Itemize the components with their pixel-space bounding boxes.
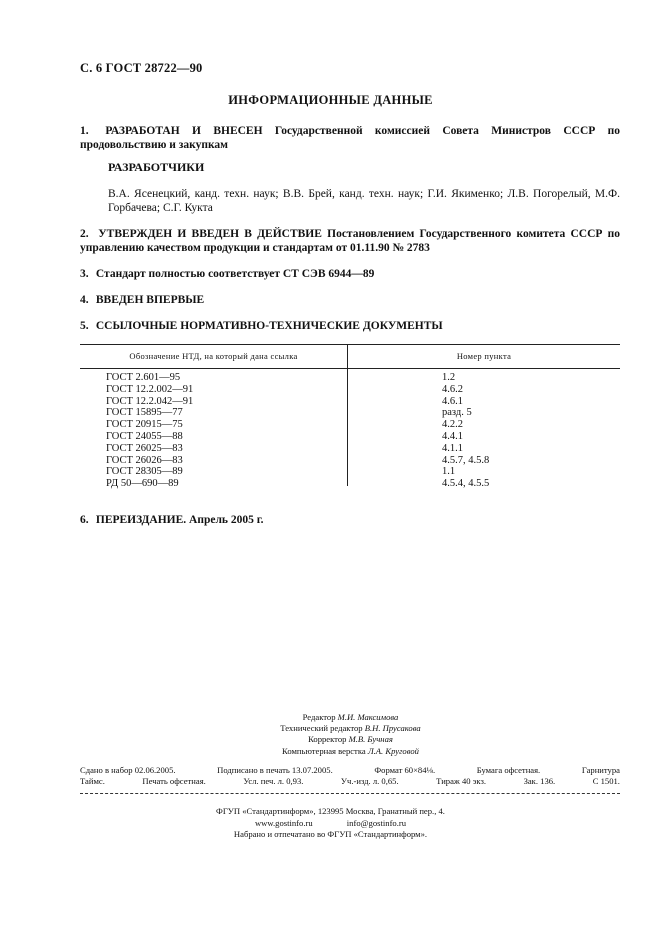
page-title: ИНФОРМАЦИОННЫЕ ДАННЫЕ — [228, 93, 433, 107]
section-2-text: Постановлением Государственного комитета СССР по управлению качеством продукции и стандартам от 01.11.90 № 2783 — [80, 228, 620, 254]
developers-list: В.А. Ясенецкий, канд. техн. наук; В.В. Брей, канд. техн. наук; Г.И. Якименко; Л.В. Погорелый, М.Ф. Горбачева; С.Г. Кукта — [108, 188, 620, 214]
imprint-corrector: Корректор М.В. Бучная — [308, 734, 393, 745]
section-6-text: ПЕРЕИЗДАНИЕ. Апрель 2005 г. — [95, 514, 264, 526]
publisher-contacts — [0, 818, 661, 830]
imprint-editor: Редактор М.И. Максимова — [302, 712, 399, 722]
table-top-rule — [80, 344, 620, 345]
developers-heading: РАЗРАБОТЧИКИ — [108, 160, 205, 174]
section-1-lead: РАЗРАБОТАН И ВНЕСЕН — [105, 125, 263, 137]
section-1-text: Государственной комиссией Совета Министров СССР по продовольствию и закупкам — [80, 125, 621, 151]
reference-table — [80, 344, 620, 490]
section-3-text: Стандарт полностью соответствует СТ СЭВ 6944—89 — [95, 268, 375, 280]
section-2-number: 2. — [80, 228, 89, 240]
table-cell-clause: 4.4.1 — [442, 430, 463, 442]
section-2 — [80, 227, 620, 255]
table-header-clause: Номер пункта — [456, 351, 512, 361]
table-cell-document: ГОСТ 26025—83 — [106, 442, 183, 454]
table-cell-document: ГОСТ 2.601—95 — [106, 372, 181, 383]
footer-divider — [80, 793, 620, 794]
imprint-layout: Компьютерная верстка Л.А. Круговой — [282, 745, 419, 756]
table-cell-clause: 4.5.7, 4.5.8 — [442, 454, 490, 466]
section-4-number: 4. — [80, 294, 89, 306]
section-6 — [80, 513, 620, 527]
table-cell-document: ГОСТ 15895—77 — [106, 407, 183, 419]
table-cell-document: ГОСТ 12.2.042—91 — [106, 395, 194, 407]
section-5-text: ССЫЛОЧНЫЕ НОРМАТИВНО-ТЕХНИЧЕСКИЕ ДОКУМЕНТЫ — [95, 320, 443, 332]
section-1-number: 1. — [80, 125, 89, 137]
publisher-address: ФГУП «Стандартинформ», 123995 Москва, Гранатный пер., 4. — [216, 806, 445, 816]
table-cell-clause: 4.1.1 — [442, 442, 463, 454]
table-column-clauses — [442, 372, 489, 490]
publishing-row-2: Таймс. Печать офсетная. Усл. печ. л. 0,93. Уч.-изд. л. 0,65. Тираж 40 экз. Зак. 136. С 1501. — [80, 776, 620, 787]
table-column-divider — [347, 344, 348, 486]
table-cell-clause: 1.2 — [442, 372, 456, 383]
section-4 — [80, 293, 620, 307]
table-cell-clause: разд. 5 — [442, 407, 472, 419]
section-5 — [80, 319, 620, 333]
page-header: С. 6 ГОСТ 28722—90 — [80, 61, 203, 75]
table-cell-document: РД 50—690—89 — [106, 478, 179, 490]
table-cell-document: ГОСТ 24055—88 — [106, 430, 183, 442]
publishing-row-1: Сдано в набор 02.06.2005. Подписано в печать 13.07.2005. Формат 60×84⅛. Бумага офсетная. Гарнитура — [80, 765, 620, 775]
section-6-number: 6. — [80, 514, 89, 526]
section-1 — [80, 124, 620, 152]
section-3 — [80, 267, 620, 281]
section-3-number: 3. — [80, 268, 89, 280]
publisher-footer — [0, 806, 661, 841]
section-2-lead: УТВЕРЖДЕН И ВВЕДЕН В ДЕЙСТВИЕ — [98, 228, 322, 240]
table-header-rule — [80, 368, 620, 369]
publishing-info — [80, 765, 620, 787]
section-5-number: 5. — [80, 320, 89, 332]
table-header-document: Обозначение НТД, на который дана ссылка — [129, 351, 298, 361]
table-cell-clause: 4.6.1 — [442, 395, 463, 407]
imprint-tech-editor: Технический редактор В.Н. Прусакова — [280, 723, 421, 734]
publisher-website: www.gostinfo.ru — [254, 817, 313, 828]
table-cell-document: ГОСТ 26026—83 — [106, 454, 183, 466]
section-4-text: ВВЕДЕН ВПЕРВЫЕ — [95, 294, 205, 306]
table-cell-clause: 4.6.2 — [442, 383, 463, 395]
table-cell-clause: 4.2.2 — [442, 419, 463, 431]
printer-note: Набрано и отпечатано во ФГУП «Стандартинформ». — [233, 829, 428, 839]
table-cell-document: ГОСТ 28305—89 — [106, 466, 183, 478]
imprint-block — [0, 712, 661, 757]
table-cell-document: ГОСТ 12.2.002—91 — [106, 383, 194, 395]
table-cell-clause: 4.5.4, 4.5.5 — [442, 478, 490, 490]
table-cell-clause: 1.1 — [442, 466, 456, 478]
publisher-email: info@gostinfo.ru — [346, 817, 407, 828]
table-cell-document: ГОСТ 20915—75 — [106, 419, 183, 431]
table-column-documents — [106, 372, 193, 490]
